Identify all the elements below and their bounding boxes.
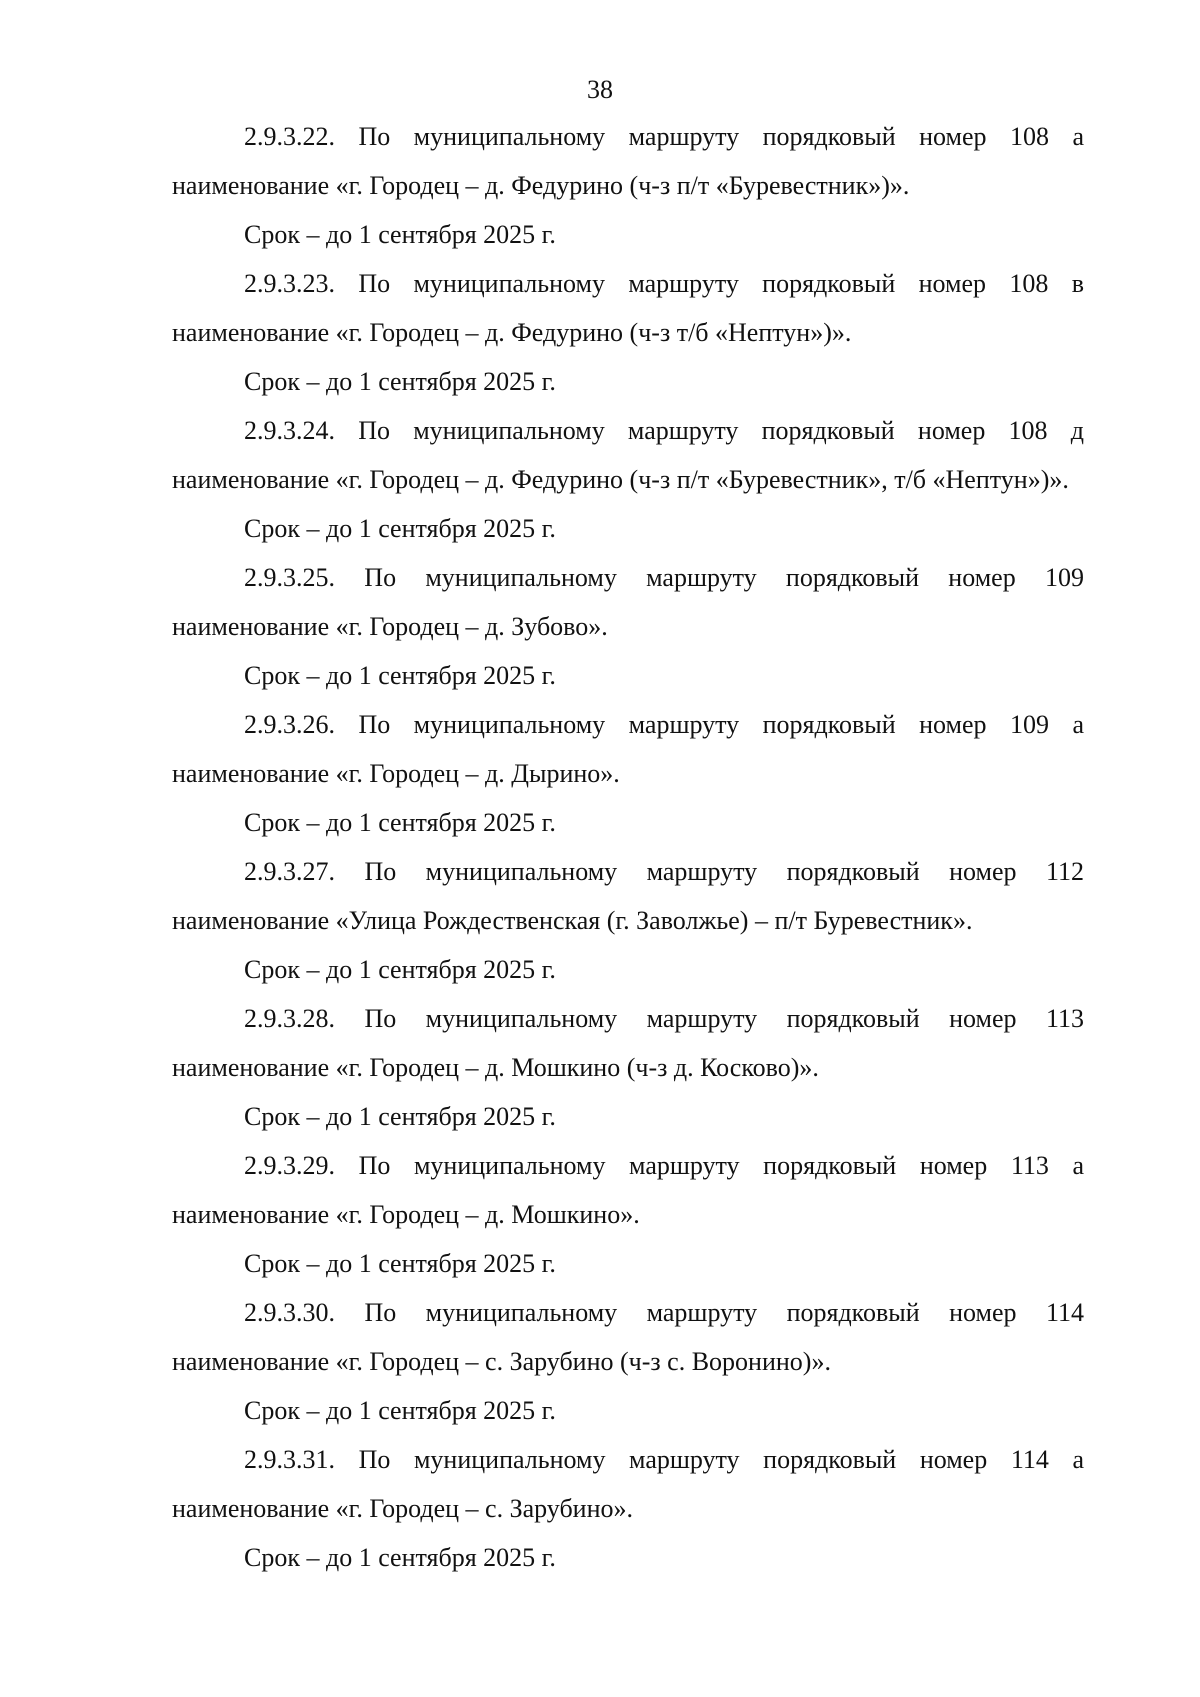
item-text-24: 2.9.3.24. По муниципальному маршруту порядковый номер 108 д наименование «г. Городец – д. Федурино (ч-з п/т «Буревестник», т/б «Нептун»)». bbox=[172, 416, 1084, 494]
item-deadline-23: Срок – до 1 сентября 2025 г. bbox=[244, 367, 556, 396]
page-number: 38 bbox=[587, 75, 613, 104]
item-deadline-31: Срок – до 1 сентября 2025 г. bbox=[244, 1543, 556, 1572]
item-text-25: 2.9.3.25. По муниципальному маршруту порядковый номер 109 наименование «г. Городец – д. Зубово». bbox=[172, 563, 1084, 641]
item-text-31: 2.9.3.31. По муниципальному маршруту порядковый номер 114 а наименование «г. Городец – с. Зарубино». bbox=[172, 1445, 1084, 1523]
item-text-26: 2.9.3.26. По муниципальному маршруту порядковый номер 109 а наименование «г. Городец – д. Дырино». bbox=[172, 710, 1084, 788]
item-text-27: 2.9.3.27. По муниципальному маршруту порядковый номер 112 наименование «Улица Рождественская (г. Заволжье) – п/т Буревестник». bbox=[172, 857, 1084, 935]
item-deadline-29: Срок – до 1 сентября 2025 г. bbox=[244, 1249, 556, 1278]
item-deadline-30: Срок – до 1 сентября 2025 г. bbox=[244, 1396, 556, 1425]
item-text-22: 2.9.3.22. По муниципальному маршруту порядковый номер 108 а наименование «г. Городец – д. Федурино (ч-з п/т «Буревестник»)». bbox=[172, 122, 1084, 200]
item-deadline-22: Срок – до 1 сентября 2025 г. bbox=[244, 220, 556, 249]
item-text-28: 2.9.3.28. По муниципальному маршруту порядковый номер 113 наименование «г. Городец – д. Мошкино (ч-з д. Косково)». bbox=[172, 1004, 1084, 1082]
item-text-30: 2.9.3.30. По муниципальному маршруту порядковый номер 114 наименование «г. Городец – с. Зарубино (ч-з с. Воронино)». bbox=[172, 1298, 1084, 1376]
item-deadline-24: Срок – до 1 сентября 2025 г. bbox=[244, 514, 556, 543]
item-deadline-28: Срок – до 1 сентября 2025 г. bbox=[244, 1102, 556, 1131]
document-body bbox=[172, 112, 1084, 1582]
item-deadline-25: Срок – до 1 сентября 2025 г. bbox=[244, 661, 556, 690]
item-text-23: 2.9.3.23. По муниципальному маршруту порядковый номер 108 в наименование «г. Городец – д. Федурино (ч-з т/б «Нептун»)». bbox=[172, 269, 1084, 347]
item-deadline-27: Срок – до 1 сентября 2025 г. bbox=[244, 955, 556, 984]
item-text-29: 2.9.3.29. По муниципальному маршруту порядковый номер 113 а наименование «г. Городец – д. Мошкино». bbox=[172, 1151, 1084, 1229]
item-deadline-26: Срок – до 1 сентября 2025 г. bbox=[244, 808, 556, 837]
